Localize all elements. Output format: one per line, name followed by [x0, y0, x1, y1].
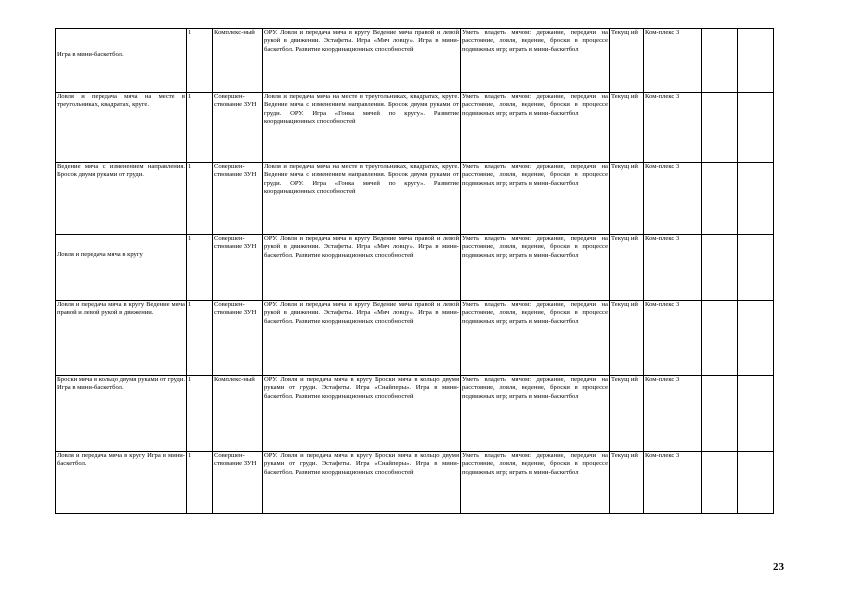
plan-date-cell — [702, 376, 738, 452]
content-cell: ОРУ. Ловля и передача мяча в кругу Броски мяча в кольцо двумя руками от груди. Эстафеты. Игра «Снайперы». Игра в мини-баскетбол. Развитие координационных способностей — [263, 376, 461, 452]
requirements-cell: Уметь владеть мячом: держание, передачи на расстояние, ловля, ведение, броски в процессе подвижных игр; играть в мини-баскетбол — [461, 376, 610, 452]
table-row — [56, 235, 774, 301]
plan-date-cell — [702, 452, 738, 514]
equipment-cell: Ком-плекс 3 — [644, 29, 702, 93]
lesson-type-cell: Совершен-ствование ЗУН — [213, 235, 263, 301]
page-number: 23 — [773, 561, 784, 573]
fact-date-cell — [738, 29, 774, 93]
control-cell: Текущ ий — [610, 452, 644, 514]
topic-cell: Ловля и передача мяча в кругу Ведение мяча правой и левой рукой в движении. — [56, 301, 187, 376]
topic-cell: Ловля и передача мяча в кругу Игра в мини-баскетбол. — [56, 452, 187, 514]
hours-cell: 1 — [187, 163, 213, 235]
lesson-type-cell: Совершен-ствование ЗУН — [213, 163, 263, 235]
plan-date-cell — [702, 235, 738, 301]
hours-cell: 1 — [187, 93, 213, 163]
plan-date-cell — [702, 301, 738, 376]
content-cell: Ловля и передача мяча на месте в треугольниках, квадратах, круге. Ведение мяча с изменением направления. Бросок двумя руками от груди. ОРУ. Игра «Гонка мячей по кругу». Развитие координационных способностей — [263, 163, 461, 235]
control-cell: Текущ ий — [610, 301, 644, 376]
topic-cell: Ловля и передача мяча в кругу — [56, 235, 187, 301]
hours-cell: 1 — [187, 376, 213, 452]
control-cell: Текущ ий — [610, 163, 644, 235]
plan-date-cell — [702, 29, 738, 93]
control-cell: Текущ ий — [610, 29, 644, 93]
table-row — [56, 376, 774, 452]
requirements-cell: Уметь владеть мячом: держание, передачи на расстояние, ловля, ведение, броски в процессе подвижных игр; играть в мини-баскетбол — [461, 301, 610, 376]
equipment-cell: Ком-плекс 3 — [644, 93, 702, 163]
requirements-cell: Уметь владеть мячом: держание, передачи на расстояние, ловля, ведение, броски в процессе подвижных игр; играть в мини-баскетбол — [461, 93, 610, 163]
content-cell: Ловля и передача мяча на месте в треугольниках, квадратах, круге. Ведение мяча с изменением направления. Бросок двумя руками от груди. ОРУ. Игра «Гонка мячей по кругу». Развитие координационных способностей — [263, 93, 461, 163]
topic-cell: Ловля и передача мяча на месте в треугольниках, квадратах, круге. — [56, 93, 187, 163]
requirements-cell: Уметь владеть мячом: держание, передачи на расстояние, ловля, ведение, броски в процессе подвижных игр; играть в мини-баскетбол — [461, 163, 610, 235]
lesson-plan-table — [55, 28, 774, 514]
fact-date-cell — [738, 235, 774, 301]
table-row — [56, 29, 774, 93]
content-cell: ОРУ. Ловля и передача мяча в кругу Ведение мяча правой и левой рукой в движении. Эстафеты. Игра «Мяч ловцу». Игра в мини-баскетбол. Развитие координационных способностей — [263, 235, 461, 301]
table-row — [56, 163, 774, 235]
table-row — [56, 301, 774, 376]
control-cell: Текущ ий — [610, 376, 644, 452]
topic-cell: Игра в мини-баскетбол. — [56, 29, 187, 93]
fact-date-cell — [738, 376, 774, 452]
requirements-cell: Уметь владеть мячом: держание, передачи на расстояние, ловля, ведение, броски в процессе подвижных игр; играть в мини-баскетбол — [461, 29, 610, 93]
hours-cell: 1 — [187, 301, 213, 376]
topic-cell: Ведение мяча с изменением направления. Бросок двумя руками от груди. — [56, 163, 187, 235]
hours-cell: 1 — [187, 29, 213, 93]
lesson-type-cell: Совершен-ствование ЗУН — [213, 93, 263, 163]
requirements-cell: Уметь владеть мячом: держание, передачи на расстояние, ловля, ведение, броски в процессе подвижных игр; играть в мини-баскетбол — [461, 452, 610, 514]
lesson-type-cell: Комплекс-ный — [213, 376, 263, 452]
equipment-cell: Ком-плекс 3 — [644, 376, 702, 452]
control-cell: Текущ ий — [610, 235, 644, 301]
lesson-type-cell: Комплекс-ный — [213, 29, 263, 93]
lesson-type-cell: Совершен-ствование ЗУН — [213, 301, 263, 376]
plan-date-cell — [702, 93, 738, 163]
hours-cell: 1 — [187, 452, 213, 514]
table-row — [56, 93, 774, 163]
content-cell: ОРУ. Ловля и передача мяча в кругу Броски мяча в кольцо двумя руками от груди. Эстафеты. Игра «Снайперы». Игра в мини-баскетбол. Развитие координационных способностей — [263, 452, 461, 514]
plan-date-cell — [702, 163, 738, 235]
hours-cell: 1 — [187, 235, 213, 301]
fact-date-cell — [738, 301, 774, 376]
requirements-cell: Уметь владеть мячом: держание, передачи на расстояние, ловля, ведение, броски в процессе подвижных игр; играть в мини-баскетбол — [461, 235, 610, 301]
table-row — [56, 452, 774, 514]
lesson-type-cell: Совершен-ствование ЗУН — [213, 452, 263, 514]
content-cell: ОРУ. Ловля и передача мяча в кругу Ведение мяча правой и левой рукой в движении. Эстафеты. Игра «Мяч ловцу». Игра в мини-баскетбол. Развитие координационных способностей — [263, 29, 461, 93]
fact-date-cell — [738, 163, 774, 235]
content-cell: ОРУ. Ловля и передача мяча в кругу Ведение мяча правой и левой рукой в движении. Эстафеты. Игра «Мяч ловцу». Игра в мини-баскетбол. Развитие координационных способностей — [263, 301, 461, 376]
fact-date-cell — [738, 93, 774, 163]
equipment-cell: Ком-плекс 3 — [644, 452, 702, 514]
topic-cell: Броски мяча в кольцо двумя руками от груди. Игра в мини-баскетбол. — [56, 376, 187, 452]
equipment-cell: Ком-плекс 3 — [644, 301, 702, 376]
control-cell: Текущ ий — [610, 93, 644, 163]
fact-date-cell — [738, 452, 774, 514]
equipment-cell: Ком-плекс 3 — [644, 235, 702, 301]
equipment-cell: Ком-плекс 3 — [644, 163, 702, 235]
